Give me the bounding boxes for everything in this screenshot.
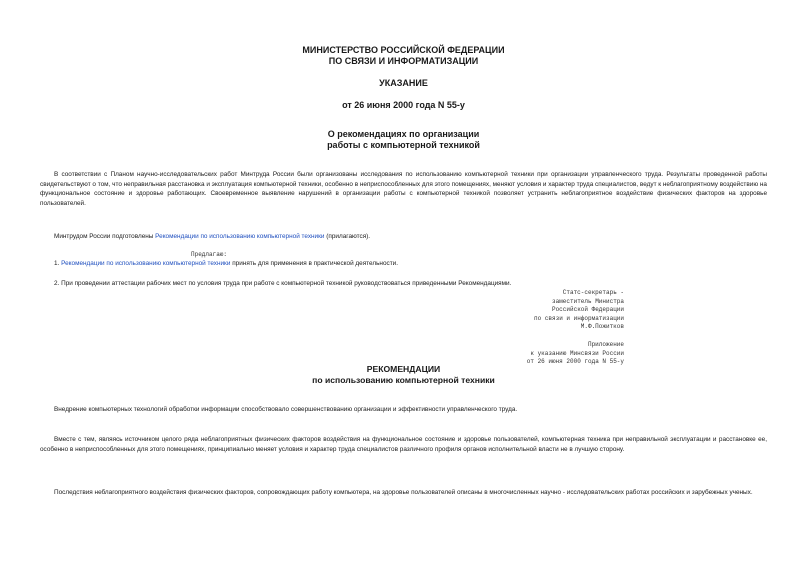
appendix-line: Приложение: [587, 341, 624, 348]
prepared-paragraph: [54, 232, 767, 242]
prepared-prefix: Минтрудом России подготовлены: [54, 233, 156, 240]
proposes-label: Предлагаю:: [191, 251, 228, 258]
signature-line: Российской Федерации: [551, 306, 624, 314]
ministry-line-2: ПО СВЯЗИ И ИНФОРМАТИЗАЦИИ: [328, 56, 479, 66]
signature-line: по связи и информатизации: [533, 314, 624, 322]
subject-line-2: работы с компьютерной техникой: [327, 140, 480, 150]
signature-line: Статс-секретарь -: [562, 289, 624, 296]
signature-line: М.Ф.Пожитков: [580, 323, 624, 331]
item-1-suffix: принять для применения в практической деятельности.: [230, 260, 398, 267]
appendix-line: к указанию Минсвязи России: [530, 349, 624, 357]
subject-line-1: О рекомендациях по организации: [327, 129, 480, 139]
recommendations-title: РЕКОМЕНДАЦИИ: [366, 364, 441, 374]
paragraph-intro: Внедрение компьютерных технологий обработки информации способствовало совершенствованию организации и эффективности управленческого труда.: [54, 406, 518, 413]
paragraph-consequences: Последствия неблагоприятного воздействия физических факторов, сопровождающих работу компьютера, на здоровье пользователей описаны в многочисленных научно - исследовательских работах российских и зарубежных ученых.: [54, 489, 753, 496]
item-1: [54, 259, 767, 269]
intro-paragraph: В соответствии с Планом научно-исследовательских работ Минтруда России были организованы исследования по использованию компьютерной техники при организации управленческого труда. Результаты проведенной работы свидетельствуют о том, что неправильная расстановка и эксплуатация компьютерной техники, особенно в неприспособленных для этого помещениях, меняют условия и характер труда специалистов, ведут к неблагоприятному воздействию на функциональное состояние и здоровье работающих. Своевременное выявление нарушений в организации работы с компьютерной техникой позволяет устранить неблагоприятное воздействие физических факторов на здоровье пользователей.: [40, 171, 767, 207]
signature-line: заместитель Министра: [551, 297, 624, 305]
ministry-line-1: МИНИСТЕРСТВО РОССИЙСКОЙ ФЕДЕРАЦИИ: [302, 45, 505, 55]
prepared-suffix: (прилагаются).: [324, 233, 371, 240]
paragraph-however: Вместе с тем, являясь источником целого ряда неблагоприятных физических факторов воздействия на функциональное состояние и здоровье пользователей, компьютерная техника при неправильной эксплуатации и расстановке ее, особенно в неприспособленных для этого помещениях, принципиально меняет условия и характер труда специалистов различного профиля органов исполнительной власти не в лучшую сторону.: [40, 436, 767, 453]
recommendations-subtitle: по использованию компьютерной техники: [312, 375, 495, 385]
doc-date: от 26 июня 2000 года N 55-у: [342, 100, 465, 110]
appendix-block: [527, 341, 624, 367]
doc-type: УКАЗАНИЕ: [379, 78, 428, 88]
item-1-recommendations-link[interactable]: Рекомендации по использованию компьютерной техники: [61, 260, 231, 267]
item-1-number: 1.: [54, 260, 62, 267]
item-2: 2. При проведении аттестации рабочих мест по условия труда при работе с компьютерной техникой руководствоваться приведенными Рекомендациями.: [54, 280, 512, 287]
appendix-line: от 26 июня 2000 года N 55-у: [526, 358, 624, 366]
signature-block: [534, 289, 624, 332]
recommendations-link[interactable]: Рекомендации по использованию компьютерной техники: [155, 233, 325, 240]
